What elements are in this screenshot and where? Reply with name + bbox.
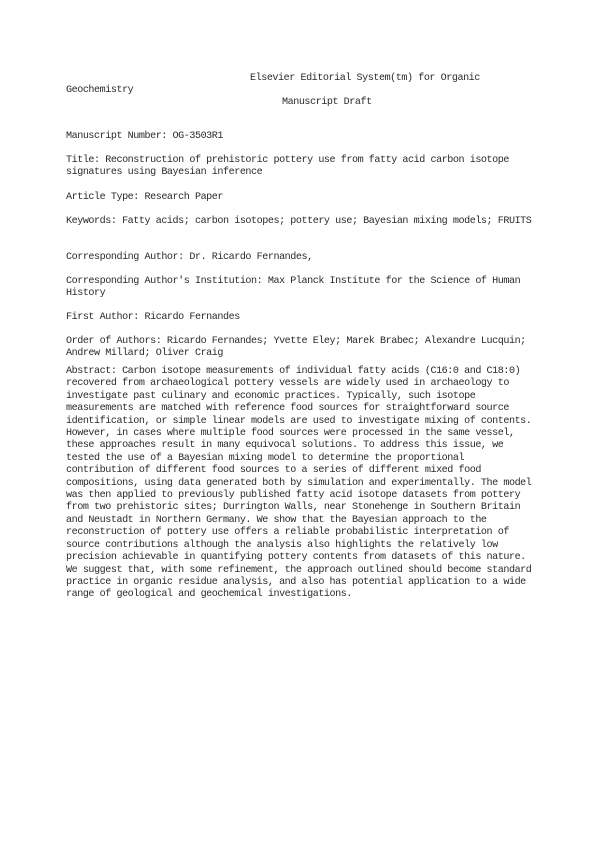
corresponding-institution: Corresponding Author's Institution: Max Planck Institute for the Science of Human History	[66, 276, 521, 300]
corresponding-author: Corresponding Author: Dr. Ricardo Fernandes,	[66, 252, 313, 263]
journal-name-line: Geochemistry	[66, 85, 134, 96]
manuscript-number: Manuscript Number: OG-3503R1	[66, 131, 224, 142]
editorial-system-line: Elsevier Editorial System(tm) for Organic	[250, 73, 480, 84]
keywords: Keywords: Fatty acids; carbon isotopes; pottery use; Bayesian mixing models; FRUITS	[66, 216, 532, 227]
first-author: First Author: Ricardo Fernandes	[66, 312, 240, 323]
manuscript-draft-label: Manuscript Draft	[282, 97, 372, 108]
order-of-authors: Order of Authors: Ricardo Fernandes; Yvette Eley; Marek Brabec; Alexandre Lucquin; Andrew Millard; Oliver Craig	[66, 336, 526, 360]
manuscript-title: Title: Reconstruction of prehistoric pottery use from fatty acid carbon isotope signatures using Bayesian inference	[66, 155, 509, 179]
abstract: Abstract: Carbon isotope measurements of individual fatty acids (C16:0 and C18:0) recovered from archaeological pottery vessels are widely used in archaeology to investigate past culinary and economic practices. Typically, such isotope measurements are matched with reference food sources for straightforward source identification, or simple linear models are used to investigate mixing of contents. However, in cases where multiple food sources were processed in the same vessel, these approaches result in many equivocal solutions. To address this issue, we tested the use of a Bayesian mixing model to determine the proportional contribution of different food sources to a series of different mixed food compositions, using data generated both by simulation and experimentally. The model was then applied to previously published fatty acid isotope datasets from pottery from two prehistoric sites; Durrington Walls, near Stonehenge in Southern Britain and Neustadt in Northern Germany. We show that the Bayesian approach to the reconstruction of pottery use offers a reliable probabilistic interpretation of source contributions although the analysis also highlights the relatively low precision achievable in quantifying pottery contents from datasets of this nature. We suggest that, with some refinement, the approach outlined should become standard practice in organic residue analysis, and also has potential application to a wide range of geological and geochemical investigations.	[66, 366, 532, 601]
article-type: Article Type: Research Paper	[66, 192, 224, 203]
